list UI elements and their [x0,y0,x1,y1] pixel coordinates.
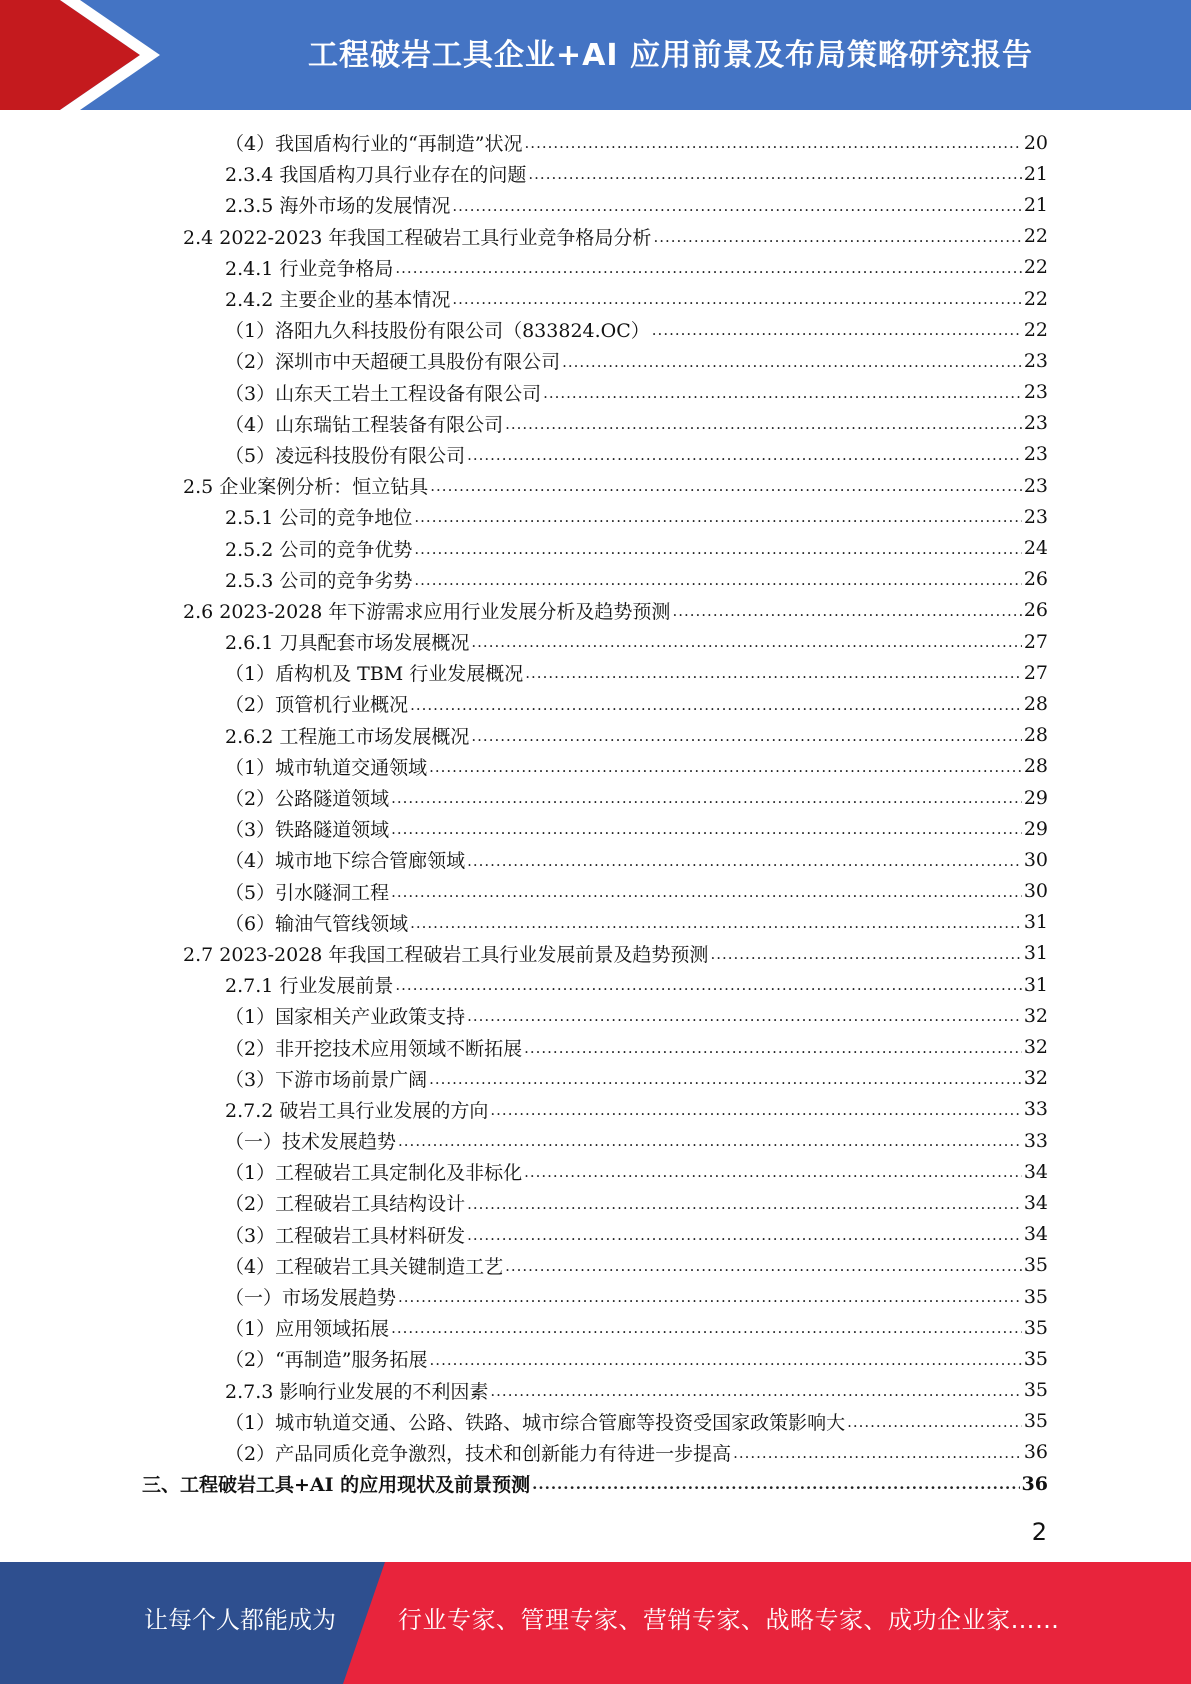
toc-dot-leader [467,1007,1022,1031]
toc-entry-page: 32 [1023,1004,1048,1027]
toc-entry-label: （4）工程破岩工具关键制造工艺 [225,1255,504,1278]
toc-entry-page: 24 [1023,537,1048,560]
toc-entry-page: 35 [1023,1316,1048,1339]
toc-entry[interactable] [0,314,1191,345]
report-header [0,0,1191,110]
toc-dot-leader [524,1039,1022,1063]
toc-dot-leader [672,602,1021,626]
toc-dot-leader [452,290,1021,314]
toc-entry-page: 29 [1023,786,1048,809]
toc-entry-page: 30 [1023,848,1048,871]
toc-entry[interactable] [0,688,1191,719]
footer-slogan-right: 行业专家、管理专家、营销专家、战略专家、成功企业家…… [398,1606,1060,1634]
toc-entry-page: 28 [1023,755,1048,778]
toc-entry-label: （2）顶管机行业概况 [225,694,409,717]
toc-entry-page: 20 [1023,131,1048,154]
toc-entry[interactable] [0,1343,1191,1374]
toc-entry-page: 32 [1023,1036,1048,1059]
toc-entry-label: （2）公路隧道领域 [225,788,390,811]
toc-entry-label: 2.5.2 公司的竞争优势 [225,538,413,561]
toc-entry[interactable] [0,189,1191,220]
toc-entry[interactable] [0,751,1191,782]
toc-entry-label: 2.6.2 工程施工市场发展概况 [225,725,470,748]
toc-entry-page: 32 [1023,1067,1048,1090]
toc-entry[interactable] [0,1281,1191,1312]
toc-entry-label: 2.4 2022-2023 年我国工程破岩工具行业竞争格局分析 [183,226,652,249]
toc-entry-label: （1）城市轨道交通领域 [225,756,428,779]
toc-entry-page: 29 [1023,817,1048,840]
toc-entry-label: 2.5 企业案例分析：恒立钻具 [183,476,429,499]
toc-dot-leader [430,1351,1022,1375]
toc-dot-leader [653,228,1021,252]
toc-entry-page: 22 [1023,256,1048,279]
toc-entry-label: （6）输油气管线领域 [225,912,409,935]
toc-entry-label: 2.4.2 主要企业的基本情况 [225,289,451,312]
footer-slogan-left: 让每个人都能成为 [144,1606,336,1634]
toc-entry-label: 2.3.4 我国盾构刀具行业存在的问题 [225,164,527,187]
toc-entry-label: 2.6 2023-2028 年下游需求应用行业发展分析及趋势预测 [183,600,671,623]
toc-dot-leader [414,540,1021,564]
toc-entry-label: 2.7.3 影响行业发展的不利因素 [225,1380,489,1403]
toc-entry-page: 31 [1023,942,1048,965]
toc-entry[interactable] [0,1406,1191,1437]
toc-dot-leader [391,789,1022,813]
toc-entry-label: 2.7 2023-2028 年我国工程破岩工具行业发展前景及趋势预测 [183,943,709,966]
toc-entry[interactable] [0,1000,1191,1031]
toc-entry[interactable] [0,439,1191,470]
toc-entry-page: 28 [1023,692,1048,715]
toc-dot-leader [467,852,1022,876]
toc-dot-leader [410,914,1022,938]
toc-dot-leader [652,321,1022,345]
toc-entry-label: （2）非开挖技术应用领域不断拓展 [225,1037,523,1060]
toc-entry-page: 23 [1023,349,1048,372]
toc-entry[interactable] [0,158,1191,189]
toc-entry-label: 2.7.2 破岩工具行业发展的方向 [225,1099,489,1122]
toc-entry-page: 23 [1023,381,1048,404]
toc-dot-leader [543,384,1022,408]
toc-dot-leader [710,945,1021,969]
table-of-contents [0,127,1191,1499]
toc-entry-page: 35 [1023,1285,1048,1308]
toc-entry-page: 23 [1023,443,1048,466]
toc-entry-page: 34 [1023,1191,1048,1214]
toc-entry-label: 2.6.1 刀具配套市场发展概况 [225,632,470,655]
toc-dot-leader [562,353,1022,377]
toc-dot-leader [847,1413,1022,1437]
toc-entry[interactable] [0,1375,1191,1406]
toc-entry-page: 34 [1023,1223,1048,1246]
toc-entry[interactable] [0,1468,1191,1499]
toc-entry[interactable] [0,345,1191,376]
toc-entry-page: 27 [1023,661,1048,684]
toc-dot-leader [398,1288,1022,1312]
toc-dot-leader [490,1382,1021,1406]
toc-entry-page: 33 [1023,1098,1048,1121]
toc-entry[interactable] [0,1063,1191,1094]
toc-entry-page: 35 [1023,1410,1048,1433]
toc-entry-page: 23 [1023,505,1048,528]
toc-entry-page: 35 [1023,1254,1048,1277]
toc-entry[interactable] [0,1156,1191,1187]
toc-entry-page: 21 [1023,193,1048,216]
toc-entry-label: （3）山东天工岩土工程设备有限公司 [225,382,542,405]
toc-entry[interactable] [0,1250,1191,1281]
toc-entry-label: 2.7.1 行业发展前景 [225,975,394,998]
toc-entry-label: （1）国家相关产业政策支持 [225,1006,466,1029]
toc-entry[interactable] [0,252,1191,283]
toc-dot-leader [429,758,1022,782]
toc-entry[interactable] [0,1312,1191,1343]
toc-entry-label: （4）山东瑞钻工程装备有限公司 [225,413,504,436]
toc-dot-leader [467,1226,1022,1250]
toc-entry[interactable] [0,408,1191,439]
toc-entry[interactable] [0,377,1191,408]
toc-entry-label: 2.5.3 公司的竞争劣势 [225,569,413,592]
toc-dot-leader [525,134,1022,158]
toc-entry-label: （4）我国盾构行业的“再制造”状况 [225,133,523,156]
toc-entry-label: （3）工程破岩工具材料研发 [225,1224,466,1247]
toc-dot-leader [532,1475,1019,1499]
toc-entry[interactable] [0,564,1191,595]
toc-entry-label: （3）铁路隧道领域 [225,819,390,842]
toc-entry[interactable] [0,969,1191,1000]
toc-entry[interactable] [0,1125,1191,1156]
toc-entry[interactable] [0,1187,1191,1218]
toc-dot-leader [467,1195,1022,1219]
toc-entry-page: 22 [1023,287,1048,310]
toc-entry[interactable] [0,782,1191,813]
toc-dot-leader [410,696,1022,720]
toc-dot-leader [490,1101,1021,1125]
toc-entry[interactable] [0,938,1191,969]
toc-entry-page: 36 [1021,1472,1048,1495]
toc-entry-page: 36 [1023,1441,1048,1464]
toc-dot-leader [414,571,1021,595]
toc-dot-leader [430,477,1022,501]
toc-entry-label: （1）应用领域拓展 [225,1318,390,1341]
toc-entry-label: 2.4.1 行业竞争格局 [225,257,394,280]
toc-entry[interactable] [0,532,1191,563]
toc-entry[interactable] [0,1219,1191,1250]
toc-entry-label: （2）产品同质化竞争激烈，技术和创新能力有待进一步提高 [225,1442,732,1465]
toc-entry[interactable] [0,470,1191,501]
toc-entry-label: （4）城市地下综合管廊领域 [225,850,466,873]
toc-dot-leader [505,415,1022,439]
toc-entry-label: （一）技术发展趋势 [225,1131,397,1154]
toc-entry[interactable] [0,907,1191,938]
toc-dot-leader [395,259,1021,283]
toc-entry-page: 26 [1023,568,1048,591]
page-number: 2 [1031,1518,1047,1546]
toc-entry-page: 31 [1023,911,1048,934]
toc-dot-leader [391,1319,1022,1343]
toc-entry[interactable] [0,844,1191,875]
toc-entry-label: （1）工程破岩工具定制化及非标化 [225,1162,523,1185]
toc-entry[interactable] [0,626,1191,657]
toc-entry-label: （3）下游市场前景广阔 [225,1068,428,1091]
toc-entry-page: 31 [1023,973,1048,996]
toc-entry-page: 34 [1023,1160,1048,1183]
toc-entry-label: 2.5.1 公司的竞争地位 [225,507,413,530]
toc-entry-label: （1）盾构机及 TBM 行业发展概况 [225,663,524,686]
toc-entry-page: 22 [1023,225,1048,248]
toc-entry[interactable] [0,595,1191,626]
toc-dot-leader [391,820,1022,844]
toc-entry-page: 35 [1023,1347,1048,1370]
toc-dot-leader [391,883,1022,907]
toc-dot-leader [528,165,1021,189]
toc-entry-label: （2）深圳市中天超硬工具股份有限公司 [225,351,561,374]
toc-entry-label: （5）引水隧洞工程 [225,881,390,904]
toc-entry-label: （1）洛阳九久科技股份有限公司（833824.OC） [225,320,650,343]
toc-dot-leader [733,1444,1022,1468]
toc-dot-leader [395,976,1021,1000]
toc-entry-page: 23 [1023,412,1048,435]
toc-entry-page: 21 [1023,162,1048,185]
toc-entry[interactable] [0,127,1191,158]
toc-dot-leader [414,508,1021,532]
toc-entry[interactable] [0,221,1191,252]
toc-entry-page: 35 [1023,1379,1048,1402]
toc-dot-leader [524,1163,1022,1187]
toc-entry-page: 30 [1023,880,1048,903]
toc-entry[interactable] [0,1031,1191,1062]
toc-entry-page: 23 [1023,474,1048,497]
toc-entry-page: 22 [1023,318,1048,341]
toc-dot-leader [467,446,1022,470]
toc-entry-page: 28 [1023,724,1048,747]
toc-entry[interactable] [0,1094,1191,1125]
toc-entry-page: 26 [1023,599,1048,622]
toc-entry-label: 三、工程破岩工具+AI 的应用现状及前景预测 [142,1474,531,1497]
toc-dot-leader [429,1070,1022,1094]
toc-dot-leader [398,1132,1022,1156]
toc-entry[interactable] [0,720,1191,751]
toc-dot-leader [471,727,1021,751]
toc-dot-leader [525,664,1022,688]
toc-entry-label: （2）工程破岩工具结构设计 [225,1193,466,1216]
toc-entry-label: （2）“再制造”服务拓展 [225,1349,428,1372]
toc-entry[interactable] [0,501,1191,532]
toc-entry-label: （5）凌远科技股份有限公司 [225,444,466,467]
toc-entry-label: 2.3.5 海外市场的发展情况 [225,195,451,218]
toc-entry[interactable] [0,657,1191,688]
toc-entry-label: （1）城市轨道交通、公路、铁路、城市综合管廊等投资受国家政策影响大 [225,1411,846,1434]
toc-entry[interactable] [0,876,1191,907]
toc-entry[interactable] [0,813,1191,844]
report-title: 工程破岩工具企业+AI 应用前景及布局策略研究报告 [308,37,1033,73]
toc-dot-leader [471,633,1021,657]
toc-dot-leader [505,1257,1022,1281]
toc-entry-label: （一）市场发展趋势 [225,1287,397,1310]
toc-entry-page: 27 [1023,630,1048,653]
toc-dot-leader [452,197,1021,221]
toc-entry[interactable] [0,1437,1191,1468]
toc-entry[interactable] [0,283,1191,314]
toc-entry-page: 33 [1023,1129,1048,1152]
